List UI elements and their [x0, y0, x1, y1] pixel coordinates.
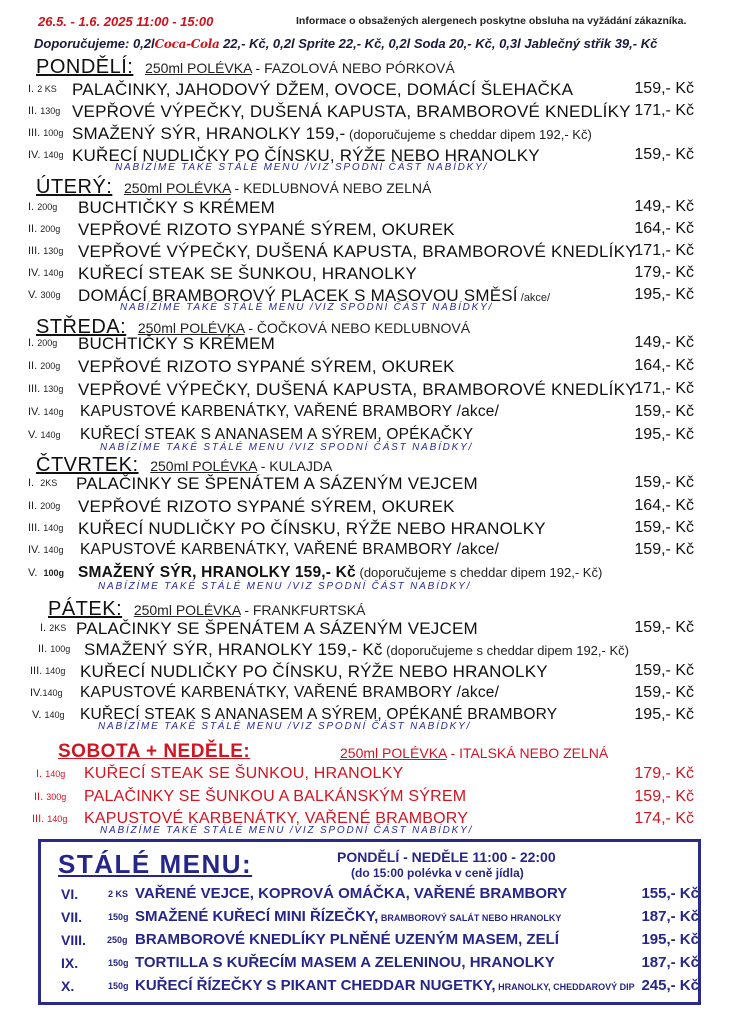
dish-name: KUŘECÍ NUDLIČKY PO ČÍNSKU, RÝŽE NEBO HRANOLKY: [80, 662, 548, 681]
dish-name: PALAČINKY SE ŠPENÁTEM A SÁZENÝM VEJCEM: [76, 474, 478, 493]
soup-label: 250ml POLÉVKA: [340, 745, 447, 761]
menu-row: [28, 519, 694, 541]
standing-menu-note: NABÍZÍME TAKÉ STÁLÉ MENU /VIZ SPODNÍ ČÁST NABÍDKY/: [120, 302, 494, 313]
menu-row: [28, 640, 694, 662]
standing-menu-box: [38, 839, 701, 1005]
standing-row: [61, 884, 699, 906]
dish-price: 195,- Kč: [634, 426, 694, 443]
dish-name: PALAČINKY SE ŠPENÁTEM A SÁZENÝM VEJCEM: [76, 619, 478, 638]
dish-name: VEPŘOVÉ RIZOTO SYPANÉ SÝREM, OKUREK: [78, 497, 455, 516]
item-number: VIII.: [61, 932, 86, 948]
item-number: I. 2KS: [28, 477, 58, 489]
dish-name: TORTILLA S KUŘECÍM MASEM A ZELENINOU, HRANOLKY: [135, 954, 555, 971]
item-number: III. 130g: [28, 383, 64, 395]
dish-price: 187,- Kč: [641, 954, 699, 971]
dish-price: 187,- Kč: [641, 908, 699, 925]
standing-row: [61, 930, 699, 952]
dish-name: KUŘECÍ STEAK S ANANASEM A SÝREM, OPÉKAČKY: [80, 426, 474, 443]
menu-row: [28, 619, 694, 641]
item-weight: 150g: [108, 981, 129, 991]
dish-name: KAPUSTOVÉ KARBENÁTKY, VAŘENÉ BRAMBORY /akce/: [80, 684, 500, 701]
dish-price: 195,- Kč: [634, 286, 694, 303]
item-number: III. 140g: [30, 665, 66, 677]
dish-name: KUŘECÍ STEAK S ANANASEM A SÝREM, OPÉKANÉ BRAMBORY: [80, 706, 558, 723]
soup-options: - FAZOLOVÁ NEBO PÓRKOVÁ: [255, 60, 455, 76]
item-number: IX.: [61, 955, 79, 971]
dish-price: 155,- Kč: [641, 885, 699, 902]
item-number: II. 300g: [34, 791, 67, 803]
item-number: IV. 140g: [28, 406, 64, 418]
dish-name: BRAMBOROVÉ KNEDLÍKY PLNĚNÉ UZENÝM MASEM, ZELÍ: [135, 931, 559, 948]
dish-price: 149,- Kč: [634, 334, 694, 351]
dish-name: KAPUSTOVÉ KARBENÁTKY, VAŘENÉ BRAMBORY /akce/: [80, 403, 500, 420]
dish-price: 164,- Kč: [634, 357, 694, 374]
dish-name: BUCHTIČKY S KRÉMEM: [78, 198, 275, 217]
dish-name: KUŘECÍ NUDLIČKY PO ČÍNSKU, RÝŽE NEBO HRANOLKY: [78, 519, 546, 538]
dish-name: SMAŽENÝ SÝR, HRANOLKY 159,- Kč (doporučujeme s cheddar dipem 192,- Kč): [78, 564, 603, 581]
dish-name: PALAČINKY, JAHODOVÝ DŽEM, OVOCE, DOMÁCÍ ŠLEHAČKA: [72, 80, 574, 99]
dish-price: 149,- Kč: [634, 198, 694, 215]
standing-menu-title: STÁLÉ MENU:: [58, 849, 253, 879]
dish-note: (doporučujeme s cheddar dipem 192,- Kč): [382, 643, 629, 658]
item-number: I. 2KS: [40, 622, 67, 634]
dish-price: 159,- Kč: [634, 662, 694, 679]
dish-note: /akce/: [517, 292, 551, 304]
dish-name: VAŘENÉ VEJCE, KOPROVÁ OMÁČKA, VAŘENÉ BRAMBORY: [135, 885, 568, 902]
dish-name: KUŘECÍ ŘÍZEČKY S PIKANT CHEDDAR NUGETKY, HRANOLKY, CHEDDAROVÝ DIP: [135, 977, 635, 994]
dish-name: VEPŘOVÉ VÝPEČKY, DUŠENÁ KAPUSTA, BRAMBOROVÉ KNEDLÍKY: [78, 380, 637, 399]
item-number: I. 200g: [28, 337, 58, 349]
standing-menu-note: NABÍZÍME TAKÉ STÁLÉ MENU /VIZ SPODNÍ ČÁST NABÍDKY/: [100, 442, 474, 453]
item-number: II. 200g: [28, 223, 61, 235]
dish-price: 159,- Kč: [634, 788, 694, 805]
item-number: V. 140g: [32, 709, 65, 721]
dish-price: 159,- Kč: [634, 519, 694, 536]
dish-price: 159,- Kč: [634, 474, 694, 491]
week-dates: 26.5. - 1.6. 2025 11:00 - 15:00: [38, 14, 214, 29]
dish-price: 179,- Kč: [634, 264, 694, 281]
dish-name: SMAŽENÉ KUŘECÍ MINI ŘÍZEČKY, BRAMBOROVÝ SALÁT NEBO HRANOLKY: [135, 908, 562, 925]
dish-name: BUCHTIČKY S KRÉMEM: [78, 334, 275, 353]
dish-name: PALAČINKY SE ŠUNKOU A BALKÁNSKÝM SÝREM: [84, 788, 467, 805]
item-number: I. 2 KS: [28, 83, 57, 95]
item-number: I. 140g: [36, 768, 66, 780]
item-weight: 150g: [108, 958, 129, 968]
day-name: PONDĚLÍ:: [36, 56, 134, 78]
dish-price: 195,- Kč: [634, 706, 694, 723]
item-number: VI.: [61, 886, 79, 902]
item-number: VII.: [61, 909, 83, 925]
day-header-monday: [36, 56, 455, 79]
item-number: I. 200g: [28, 201, 58, 213]
soup-options: - FRANKFURTSKÁ: [244, 602, 366, 618]
allergen-info: Informace o obsažených alergenech poskytne obsluha na vyžádání zákazníka.: [296, 15, 687, 27]
dish-side: BRAMBOROVÝ SALÁT NEBO HRANOLKY: [378, 913, 562, 923]
dish-price: 174,- Kč: [634, 810, 694, 827]
dish-price: 164,- Kč: [634, 497, 694, 514]
item-number: III. 100g: [28, 127, 64, 139]
day-name: ÚTERÝ:: [36, 176, 113, 198]
standing-menu-note: NABÍZÍME TAKÉ STÁLÉ MENU /VIZ SPODNÍ ČÁST NABÍDKY/: [98, 581, 472, 592]
drinks-recommendation: [34, 36, 657, 51]
item-number: V. 140g: [28, 429, 61, 441]
weekend-soup: [340, 745, 608, 761]
menu-row: [28, 788, 694, 810]
day-header-friday: [48, 598, 365, 621]
soup-label: 250ml POLÉVKA: [150, 458, 257, 474]
menu-row: [28, 541, 694, 563]
menu-row: [28, 198, 694, 220]
dish-price: 159,- Kč: [634, 541, 694, 558]
menu-row: [28, 334, 694, 356]
dish-name: KAPUSTOVÉ KARBENÁTKY, VAŘENÉ BRAMBORY: [84, 810, 469, 827]
menu-row: [28, 80, 694, 102]
item-number: IV.140g: [30, 687, 63, 699]
dish-price: 195,- Kč: [641, 931, 699, 948]
dish-name: DOMÁCÍ BRAMBOROVÝ PLACEK S MASOVOU SMĚSÍ /akce/: [78, 286, 551, 305]
dish-price: 159,- Kč: [634, 684, 694, 701]
item-weight: 250g: [107, 935, 128, 945]
dish-price: 164,- Kč: [634, 220, 694, 237]
menu-row: [28, 497, 694, 519]
dish-price: 159,- Kč: [634, 80, 694, 97]
coca-cola-logo: Coca-Cola: [154, 37, 220, 51]
dish-name: VEPŘOVÉ VÝPEČKY, DUŠENÁ KAPUSTA, BRAMBOROVÉ KNEDLÍKY: [72, 102, 631, 121]
standing-row: [61, 907, 699, 929]
menu-row: [28, 220, 694, 242]
menu-row: [28, 124, 694, 146]
soup-label: 250ml POLÉVKA: [145, 60, 252, 76]
dish-name: VEPŘOVÉ RIZOTO SYPANÉ SÝREM, OKUREK: [78, 357, 455, 376]
dish-price: 245,- Kč: [641, 977, 699, 994]
soup-label: 250ml POLÉVKA: [124, 180, 231, 196]
item-number: IV. 140g: [28, 149, 64, 161]
dish-price: 159,- Kč: [634, 146, 694, 163]
standing-row: [61, 953, 699, 975]
soup-options: - ITALSKÁ NEBO ZELNÁ: [450, 745, 609, 761]
menu-row: [28, 380, 694, 402]
dish-note: (doporučujeme s cheddar dipem 192,- Kč): [345, 127, 592, 142]
dish-price: 171,- Kč: [634, 242, 694, 259]
menu-row: [28, 102, 694, 124]
standing-menu-note: NABÍZÍME TAKÉ STÁLÉ MENU /VIZ SPODNÍ ČÁST NABÍDKY/: [98, 721, 472, 732]
dish-price: 171,- Kč: [634, 102, 694, 119]
dish-name: KUŘECÍ NUDLIČKY PO ČÍNSKU, RÝŽE NEBO HRANOLKY: [72, 146, 540, 165]
menu-row: [28, 357, 694, 379]
item-weight: 150g: [108, 912, 129, 922]
menu-row: [28, 662, 694, 684]
dish-price: 179,- Kč: [634, 765, 694, 782]
drinks-prefix: Doporučujeme: 0,2l: [34, 36, 155, 51]
dish-price: 171,- Kč: [634, 380, 694, 397]
dish-name: KUŘECÍ STEAK SE ŠUNKOU, HRANOLKY: [78, 264, 417, 283]
standing-row: [61, 976, 699, 998]
soup-options: - KULAJDA: [260, 458, 333, 474]
day-name: PÁTEK:: [48, 598, 123, 620]
dish-price: 159,- Kč: [634, 403, 694, 420]
day-name: STŘEDA:: [36, 316, 127, 338]
soup-label: 250ml POLÉVKA: [133, 602, 241, 618]
standing-menu-soup-note: (do 15:00 polévka v ceně jídla): [351, 866, 524, 880]
soup-options: - KEDLUBNOVÁ NEBO ZELNÁ: [234, 180, 432, 196]
menu-row: [28, 765, 694, 787]
dish-name: VEPŘOVÉ RIZOTO SYPANÉ SÝREM, OKUREK: [78, 220, 455, 239]
dish-side: HRANOLKY, CHEDDAROVÝ DIP: [495, 982, 635, 992]
drinks-prices: 22,- Kč, 0,2l Sprite 22,- Kč, 0,2l Soda 20,- Kč, 0,3l Jablečný střik 39,- Kč: [219, 36, 658, 51]
soup-label: 250ml POLÉVKA: [137, 320, 245, 336]
dish-note: (doporučujeme s cheddar dipem 192,- Kč): [355, 565, 603, 580]
day-name: ČTVRTEK:: [36, 454, 139, 476]
menu-row: [28, 474, 694, 496]
dish-name: SMAŽENÝ SÝR, HRANOLKY 159,- Kč (doporučujeme s cheddar dipem 192,- Kč): [84, 640, 629, 659]
item-number: III. 140g: [28, 522, 64, 534]
dish-name: KAPUSTOVÉ KARBENÁTKY, VAŘENÉ BRAMBORY /akce/: [80, 541, 500, 558]
item-number: II. 200g: [28, 500, 61, 512]
menu-row: [28, 264, 694, 286]
dish-name: KUŘECÍ STEAK SE ŠUNKOU, HRANOLKY: [84, 765, 404, 782]
menu-row: [28, 403, 694, 425]
standing-menu-note: NABÍZÍME TAKÉ STÁLÉ MENU /VIZ SPODNÍ ČÁST NABÍDKY/: [100, 825, 474, 836]
item-number: III. 130g: [28, 245, 64, 257]
standing-menu-hours: PONDĚLÍ - NEDĚLE 11:00 - 22:00: [337, 849, 556, 865]
day-header-tuesday: [36, 176, 431, 199]
item-number: II. 100g: [38, 643, 71, 655]
item-number: III. 140g: [32, 813, 68, 825]
item-number: V. 300g: [28, 289, 61, 301]
weekend-title: SOBOTA + NEDĚLE:: [58, 741, 251, 762]
dish-price: 159,- Kč: [634, 619, 694, 636]
menu-row: [28, 684, 694, 706]
item-number: IV. 140g: [28, 267, 64, 279]
item-number: IV. 140g: [28, 544, 64, 556]
item-number: X.: [61, 978, 75, 994]
soup-options: - ČOČKOVÁ NEBO KEDLUBNOVÁ: [248, 320, 471, 336]
item-number: II. 200g: [28, 360, 61, 372]
item-weight: 2 KS: [108, 889, 129, 899]
dish-name: VEPŘOVÉ VÝPEČKY, DUŠENÁ KAPUSTA, BRAMBOROVÉ KNEDLÍKY: [78, 242, 637, 261]
item-number: II. 130g: [28, 105, 61, 117]
dish-name: SMAŽENÝ SÝR, HRANOLKY 159,- (doporučujeme s cheddar dipem 192,- Kč): [72, 124, 592, 143]
standing-menu-note: NABÍZÍME TAKÉ STÁLÉ MENU /VIZ SPODNÍ ČÁST NABÍDKY/: [115, 162, 489, 173]
menu-row: [28, 242, 694, 264]
item-number: V. 100g: [28, 567, 65, 579]
